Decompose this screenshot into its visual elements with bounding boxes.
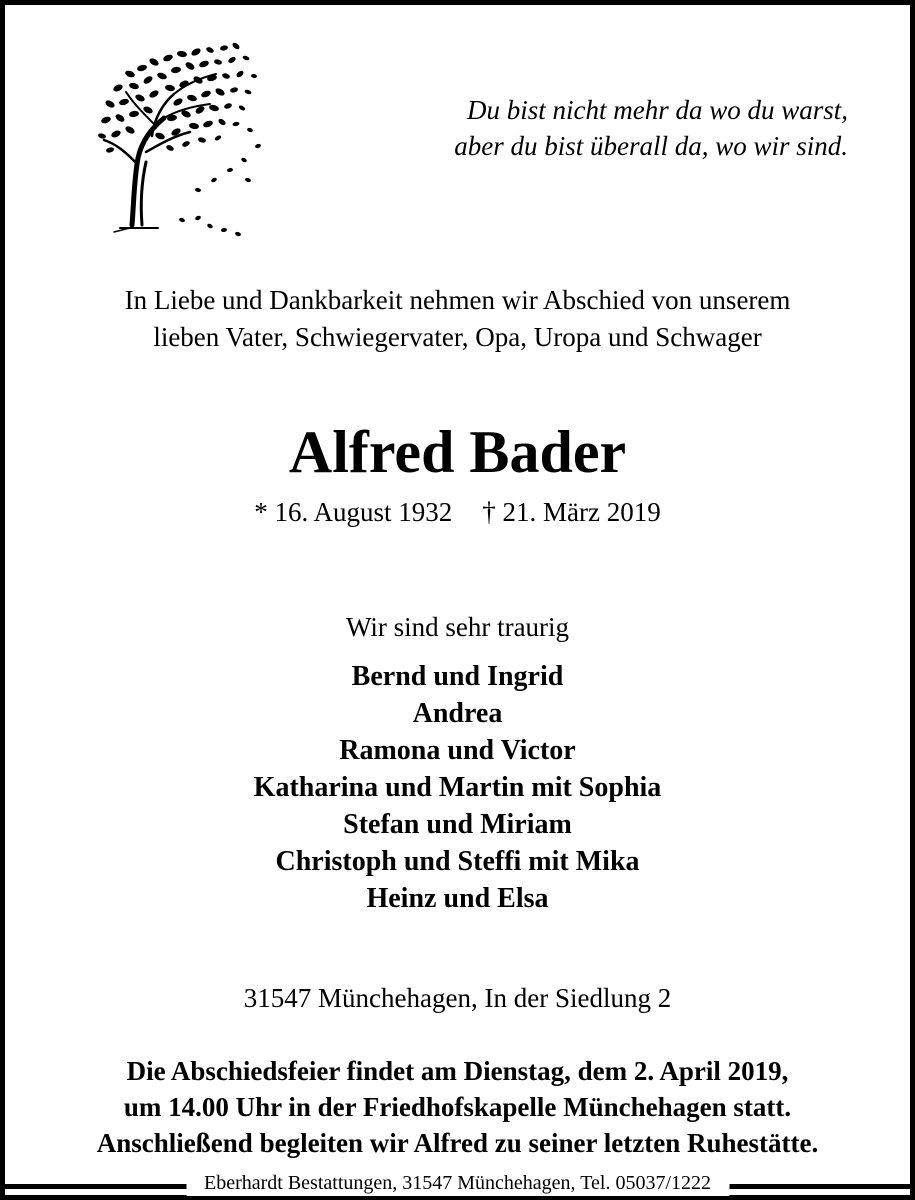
windblown-tree-icon [90, 40, 270, 250]
family-address: 31547 Münchehagen, In der Siedlung 2 [243, 983, 672, 1013]
mourners-list [0, 658, 915, 917]
ceremony-line-2: um 14.00 Uhr in der Friedhofskapelle Münchehagen statt. [123, 1092, 792, 1122]
death-date: † 21. März 2019 [482, 497, 661, 527]
intro-line-2: lieben Vater, Schwiegervater, Opa, Uropa und Schwager [153, 322, 762, 352]
quote-line-2: aber du bist überall da, wo wir sind. [454, 131, 848, 161]
funeral-home-footer [0, 1164, 915, 1200]
farewell-intro [40, 282, 875, 356]
ceremony-line-1: Die Abschiedsfeier findet am Dienstag, dem 2. April 2019, [126, 1056, 789, 1086]
mourner-entry: Heinz und Elsa [366, 883, 549, 914]
mourner-entry: Andrea [412, 698, 503, 729]
birth-date: * 16. August 1932 [254, 497, 453, 527]
deceased-name: Alfred Bader [288, 419, 627, 485]
mourner-entry: Katharina und Martin mit Sophia [253, 772, 662, 803]
memorial-quote [300, 92, 848, 164]
ceremony-line-3: Anschließend begleiten wir Alfred zu seiner letzten Ruhestätte. [96, 1128, 819, 1158]
mourner-entry: Ramona und Victor [339, 735, 576, 766]
mourning-text: Wir sind sehr traurig [345, 612, 570, 642]
mourner-entry: Stefan und Miriam [343, 809, 572, 840]
life-dates [0, 494, 915, 530]
mourner-entry: Christoph und Steffi mit Mika [275, 846, 640, 877]
intro-line-1: In Liebe und Dankbarkeit nehmen wir Abschied von unserem [124, 285, 791, 315]
ceremony-info [20, 1053, 895, 1161]
quote-line-1: Du bist nicht mehr da wo du warst, [466, 95, 848, 125]
mourner-entry: Bernd und Ingrid [351, 661, 564, 692]
funeral-home-info: Eberhardt Bestattungen, 31547 Münchehagen, Tel. 05037/1222 [186, 1170, 729, 1196]
